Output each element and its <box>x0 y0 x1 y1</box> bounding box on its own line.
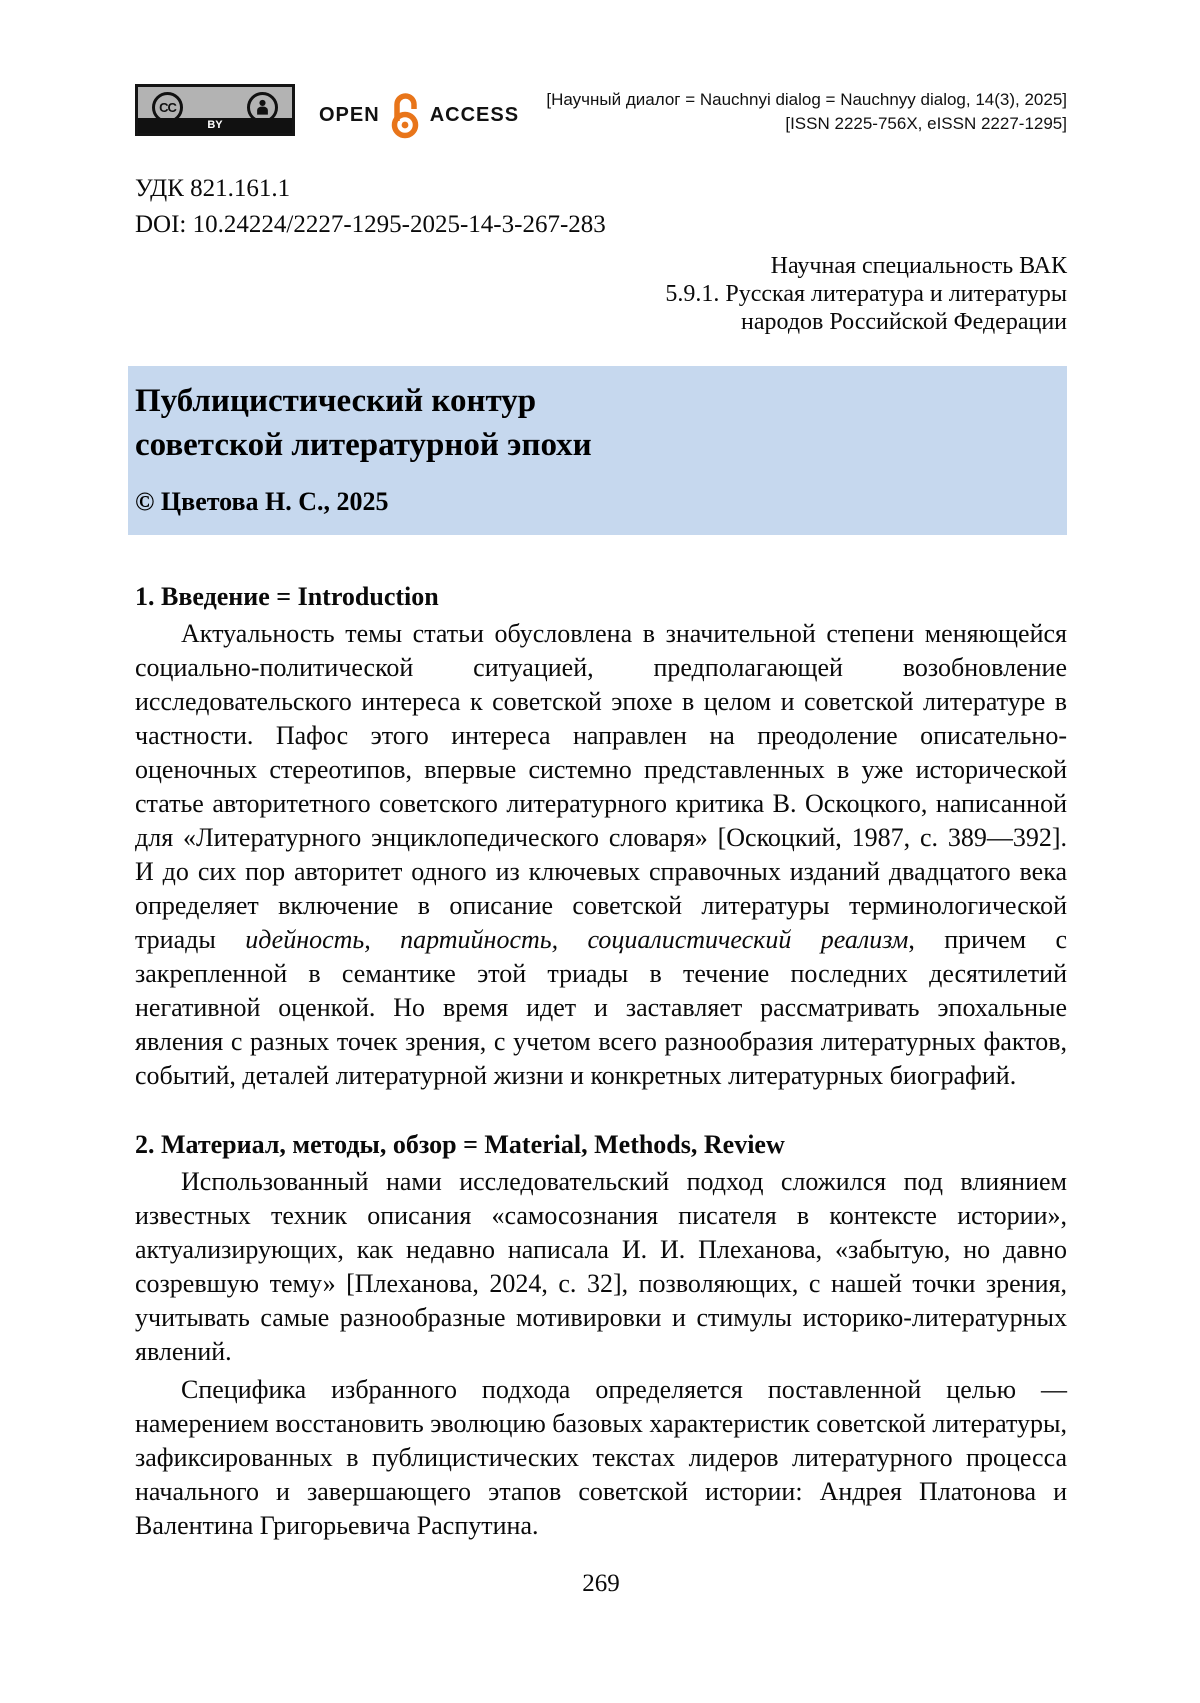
copyright-line: © Цветова Н. С., 2025 <box>135 487 389 516</box>
vak-specialty-block <box>135 252 1067 336</box>
journal-citation-line1: [Научный диалог = Nauchnyi dialog = Nauchnyy dialog, 14(3), 2025] <box>546 90 1067 109</box>
access-label: ACCESS <box>429 103 520 126</box>
vak-line: 5.9.1. Русская литература и литературы <box>665 281 1067 307</box>
cc-by-badge <box>135 84 295 136</box>
page-content <box>135 0 1067 1543</box>
article-title-line1: Публицистический контур <box>135 383 537 419</box>
vak-line: Научная специальность ВАК <box>770 253 1067 279</box>
cc-icon-label: CC <box>159 99 176 115</box>
paragraph: Специфика избранного подхода определяется поставленной целью — намерением восстановить эволюцию базовых характеристик советской литературы, зафиксированных в публицистических текстах лидеров литературного процесса начального и завершающего этапов советской истории: Андрея Платонова и Валентина Григорьевича Распутина. <box>135 1375 1067 1540</box>
page-number: 269 <box>582 1570 620 1597</box>
section-heading-introduction: 1. Введение = Introduction <box>135 582 439 611</box>
cc-by-strip <box>138 118 292 133</box>
paragraph: Актуальность темы статьи обусловлена в значительной степени меняющейся социально-политической ситуацией, предполагающей возобновление исследовательского интереса к советской эпохе в целом и советской литературе в частности. Пафос этого интереса направлен на преодоление описательно-оценочных стереотипов, впервые системно представленных в уже исторической статье авторитетного советского литературного критика В. Оскоцкого, написанной для «Литературного энциклопедического словаря» [Оскоцкий, 1987, с. 389—392]. И до сих пор авторитет одного из ключевых справочных изданий двадцатого века определяет включение в описание советской литературы терминологической триады идейность, партийность, социалистический реализм, причем с закрепленной в семантике этой триады в течение последних десятилетий негативной оценкой. Но время идет и заставляет рассматривать эпохальные явления с разных точек зрения, с учетом всего разнообразия литературных фактов, событий, деталей литературной жизни и конкретных литературных биографий. <box>135 619 1067 1090</box>
vak-line: народов Российской Федерации <box>741 309 1067 335</box>
section-heading-material-methods: 2. Материал, методы, обзор = Material, Methods, Review <box>135 1130 785 1159</box>
license-badges <box>135 80 519 140</box>
journal-citation-line2: [ISSN 2225-756X, eISSN 2227-1295] <box>785 114 1067 133</box>
by-label: BY <box>207 119 223 131</box>
title-block <box>128 366 1067 535</box>
article-title <box>135 379 1057 467</box>
open-access-logo <box>319 90 519 140</box>
open-label: OPEN <box>319 103 380 126</box>
doi-line: DOI: 10.24224/2227-1295-2025-14-3-267-283 <box>135 211 606 238</box>
udk-line: УДК 821.161.1 <box>135 175 291 202</box>
person-icon <box>253 98 272 117</box>
journal-citation <box>546 80 1067 136</box>
article-title-line2: советской литературной эпохи <box>135 427 592 463</box>
paragraph: Использованный нами исследовательский подход сложился под влиянием известных техник описания «самосознания писателя в контексте истории», актуализирующих, как недавно написала И. И. Плеханова, «забытую, но давно созревшую тему» [Плеханова, 2024, с. 32], позволяющих, с нашей точки зрения, учитывать самые разнообразные мотивировки и стимулы историко-литературных явлений. <box>135 1167 1067 1366</box>
open-lock-icon <box>385 90 425 140</box>
page-header <box>135 80 1067 140</box>
article-meta <box>135 174 1067 240</box>
